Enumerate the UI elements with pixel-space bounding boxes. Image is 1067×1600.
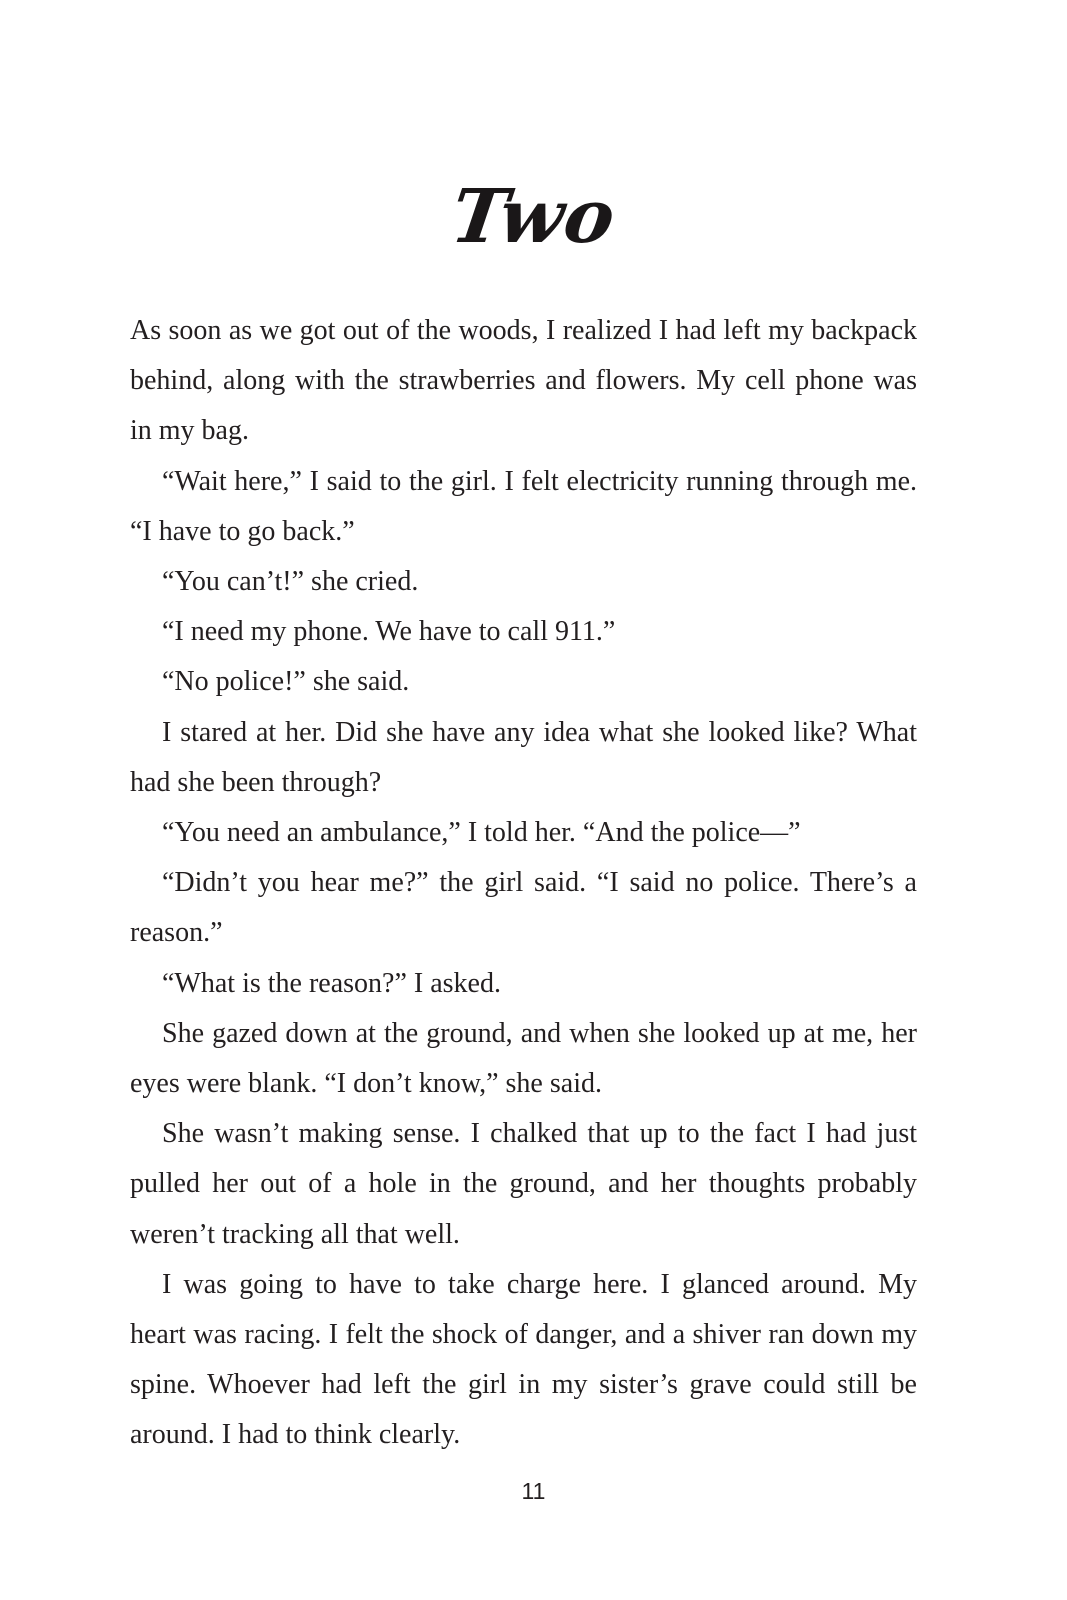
page-number: 11 <box>521 1478 546 1504</box>
paragraph: I was going to have to take charge here. I glanced around. My heart was racing. I felt the shock of danger, and a shiver ran down my spine. Whoever had left the girl in my sister’s grave could still be around. I had to think clearly. <box>130 1268 917 1451</box>
paragraph: As soon as we got out of the woods, I realized I had left my backpack behind, along with the strawberries and flowers. My cell phone was in my bag. <box>130 315 917 447</box>
paragraph: “Wait here,” I said to the girl. I felt electricity running through me. “I have to go back.” <box>130 465 917 547</box>
paragraph: She gazed down at the ground, and when she looked up at me, her eyes were blank. “I don’t know,” she said. <box>130 1017 917 1100</box>
chapter-title: Two <box>445 174 622 260</box>
paragraph: “What is the reason?” I asked. <box>162 967 501 999</box>
paragraph: I stared at her. Did she have any idea what she looked like? What had she been through? <box>130 716 917 798</box>
paragraph: “Didn’t you hear me?” the girl said. “I said no police. There’s a reason.” <box>130 867 917 949</box>
body-text <box>130 306 917 1461</box>
paragraph: She wasn’t making sense. I chalked that up to the fact I had just pulled her out of a hole in the ground, and her thoughts probably weren’t tracking all that well. <box>130 1118 917 1250</box>
paragraph: “You need an ambulance,” I told her. “And the police—” <box>162 817 801 849</box>
paragraph: “No police!” she said. <box>162 666 410 698</box>
paragraph: “I need my phone. We have to call 911.” <box>162 616 616 648</box>
paragraph: “You can’t!” she cried. <box>162 566 419 598</box>
